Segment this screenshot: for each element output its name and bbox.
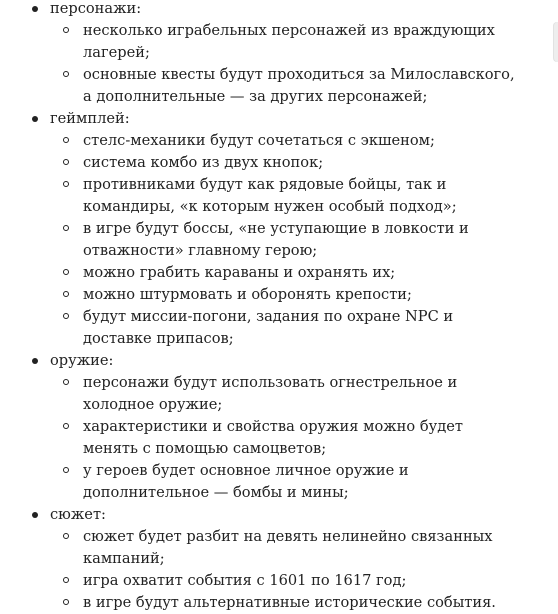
section-items — [50, 526, 548, 614]
section-items — [50, 20, 548, 108]
section-weapons — [0, 350, 548, 504]
list-item: сюжет будет разбит на девять нелинейно связанных кампаний; — [50, 526, 548, 570]
list-item: можно грабить караваны и охранять их; — [50, 262, 548, 284]
list-item: несколько играбельных персонажей из враждующих лагерей; — [50, 20, 548, 64]
list-item: характеристики и свойства оружия можно будет менять с помощью самоцветов; — [50, 416, 548, 460]
section-items — [50, 372, 548, 504]
list-item: у героев будет основное личное оружие и дополнительное — бомбы и мины; — [50, 460, 548, 504]
section-title: персонажи: — [50, 0, 142, 17]
list-item: будут миссии-погони, задания по охране NPC и доставке припасов; — [50, 306, 548, 350]
section-title: геймплей: — [50, 110, 130, 127]
section-gameplay — [0, 108, 548, 350]
section-characters — [0, 0, 548, 108]
list-item: можно штурмовать и оборонять крепости; — [50, 284, 548, 306]
list-item: система комбо из двух кнопок; — [50, 152, 548, 174]
section-title: оружие: — [50, 352, 114, 369]
scroll-tab[interactable] — [553, 22, 558, 62]
list-item: стелс-механики будут сочетаться с экшеном; — [50, 130, 548, 152]
list-item: в игре будут боссы, «не уступающие в ловкости и отважности» главному герою; — [50, 218, 548, 262]
section-items — [50, 130, 548, 350]
section-plot — [0, 504, 548, 614]
list-item: противниками будут как рядовые бойцы, так и командиры, «к которым нужен особый подход»; — [50, 174, 548, 218]
section-title: сюжет: — [50, 506, 106, 523]
list-item: персонажи будут использовать огнестрельное и холодное оружие; — [50, 372, 548, 416]
list-item: основные квесты будут проходиться за Милославского, а дополнительные — за других персонажей; — [50, 64, 548, 108]
list-item: в игре будут альтернативные исторические события. — [50, 592, 548, 614]
list-item: игра охватит события с 1601 по 1617 год; — [50, 570, 548, 592]
